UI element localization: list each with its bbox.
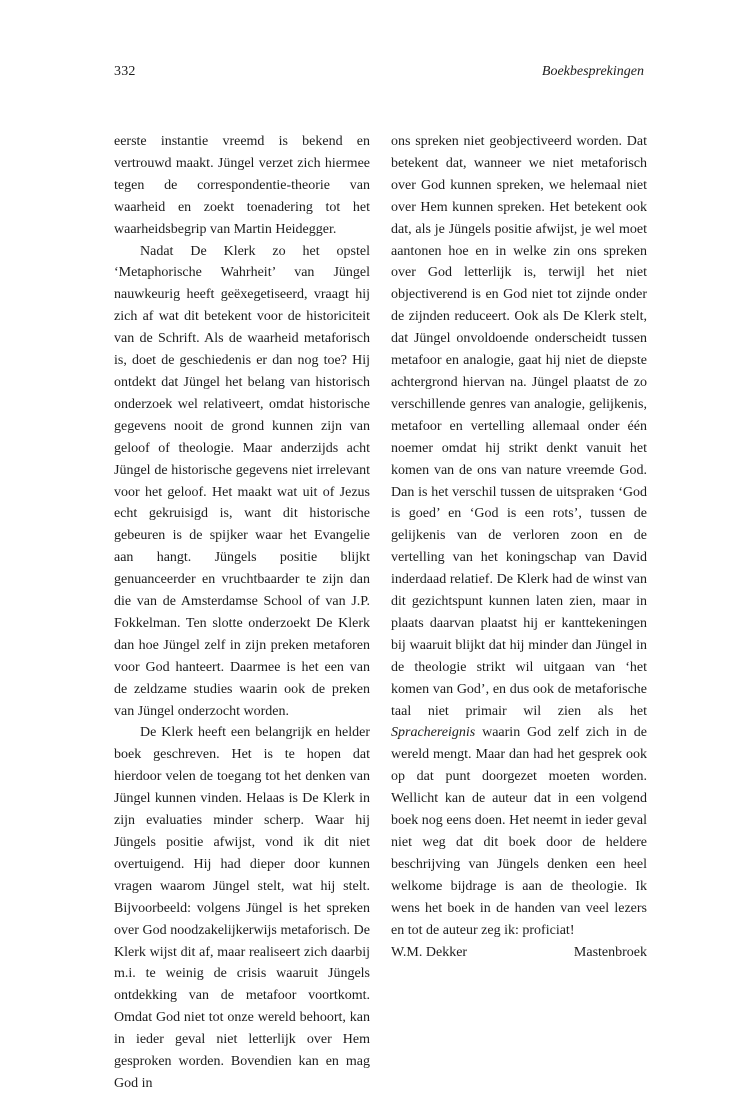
signature [391,942,647,964]
paragraph [391,131,647,942]
left-column [114,131,370,1095]
page-number: 332 [114,64,136,79]
paragraph: De Klerk heeft een belangrijk en helder boek geschreven. Het is te hopen dat hierdoor velen de toegang tot het denken van Jüngel kunnen vinden. Helaas is De Klerk in zijn evaluaties minder scherp. Waar hij Jüngels positie afwijst, vond ik dit niet overtuigend. Hij had dieper door kunnen vragen waarom Jüngel stelt, wat hij stelt. Bijvoorbeeld: volgens Jüngel is het spreken over God noodzakelijkerwijs metaforisch. De Klerk wijst dit af, maar realiseert zich daarbij m.i. te weinig de crisis waaruit Jüngels ontdekking van de metafoor voortkomt. Omdat God niet tot onze wereld behoort, kan in ieder geval niet letterlijk over Hem gesproken worden. Bovendien kan en mag God in [114,725,370,1091]
italic-term: Sprachereignis [391,725,476,741]
right-column [391,131,647,963]
paragraph: Nadat De Klerk zo het opstel ‘Metaphorische Wahrheit’ van Jüngel nauwkeurig heeft geëxegetiseerd, vraagt hij zich af wat dit betekent voor de historiciteit van de Schrift. Als de waarheid metaforisch is, doet de geschiedenis er dan nog toe? Hij ontdekt dat Jüngel het belang van historisch onderzoek wel relativeert, omdat historische gegevens nooit de grond kunnen zijn van geloof of theologie. Maar anderzijds acht Jüngel de historische gegevens niet irrelevant voor het geloof. Het maakt wat uit of Jezus echt gekruisigd is, want dit historische gebeuren is de spijker waar het Evangelie aan hangt. Jüngels positie blijkt genuanceerder en vruchtbaarder te zijn dan die van de Amsterdamse School of van J.P. Fokkelman. Ten slotte onderzoekt De Klerk dan hoe Jüngel zelf in zijn preken metaforen voor God hanteert. Daarmee is het een van de zeldzame studies waarin ook de preken van Jüngel onderzocht worden. [114,243,370,719]
paragraph-text: waarin God zelf zich in de wereld mengt. Maar dan had het gesprek ook op dat punt doorgezet moeten worden. Wellicht kan de auteur dat in een volgend boek nog eens doen. Het neemt in ieder geval niet weg dat dit boek door de heldere beschrijving van Jüngels denken een heel welkome bijdrage is aan de theologie. Ik wens het boek in de handen van veel lezers en tot de auteur zeg ik: proficiat! [391,725,647,938]
running-head: Boekbesprekingen [541,64,644,79]
paragraph: eerste instantie vreemd is bekend en vertrouwd maakt. Jüngel verzet zich hiermee tegen de correspondentie-theorie van waarheid en zoekt toenadering tot het waarheidsbegrip van Martin Heidegger. [114,134,370,237]
author-name: W.M. Dekker [391,944,468,960]
paragraph-text: ons spreken niet geobjectiveerd worden. Dat betekent dat, wanneer we niet metaforisch over God kunnen spreken, we helemaal niet over Hem kunnen spreken. Het betekent ook dat, als je Jüngels positie afwijst, je wel moet aantonen hoe en in welke zin ons spreken over God letterlijk is, terwijl het niet objectiverend is en God niet tot zijnde onder de zijnden reduceert. Ook als De Klerk stelt, dat Jüngel onvoldoende onderscheidt tussen metafoor en analogie, gaat hij niet de diepste achtergrond hiervan na. Jüngel plaatst de zo verschillende genres van analogie, gelijkenis, metafoor en vertelling allemaal onder één noemer omdat hij strikt denkt vanuit het komen van de ons van nature vreemde God. Dan is het verschil tussen de uitspraken ‘God is goed’ en ‘God is een rots’, tussen de gelijkenis van de verloren zoon en de vertelling van het koningschap van David inderdaad relatief. De Klerk had de winst van dit gezichtspunt kunnen laten zien, maar in plaats daarvan plaatst hij er kanttekeningen bij waaruit blijkt dat hij minder dan Jüngel in de theologie strikt wil uitgaan van ‘het komen van God’, en dus ook de metaforische taal niet primair wil zien als het [391,134,647,719]
author-place: Mastenbroek [573,944,647,960]
